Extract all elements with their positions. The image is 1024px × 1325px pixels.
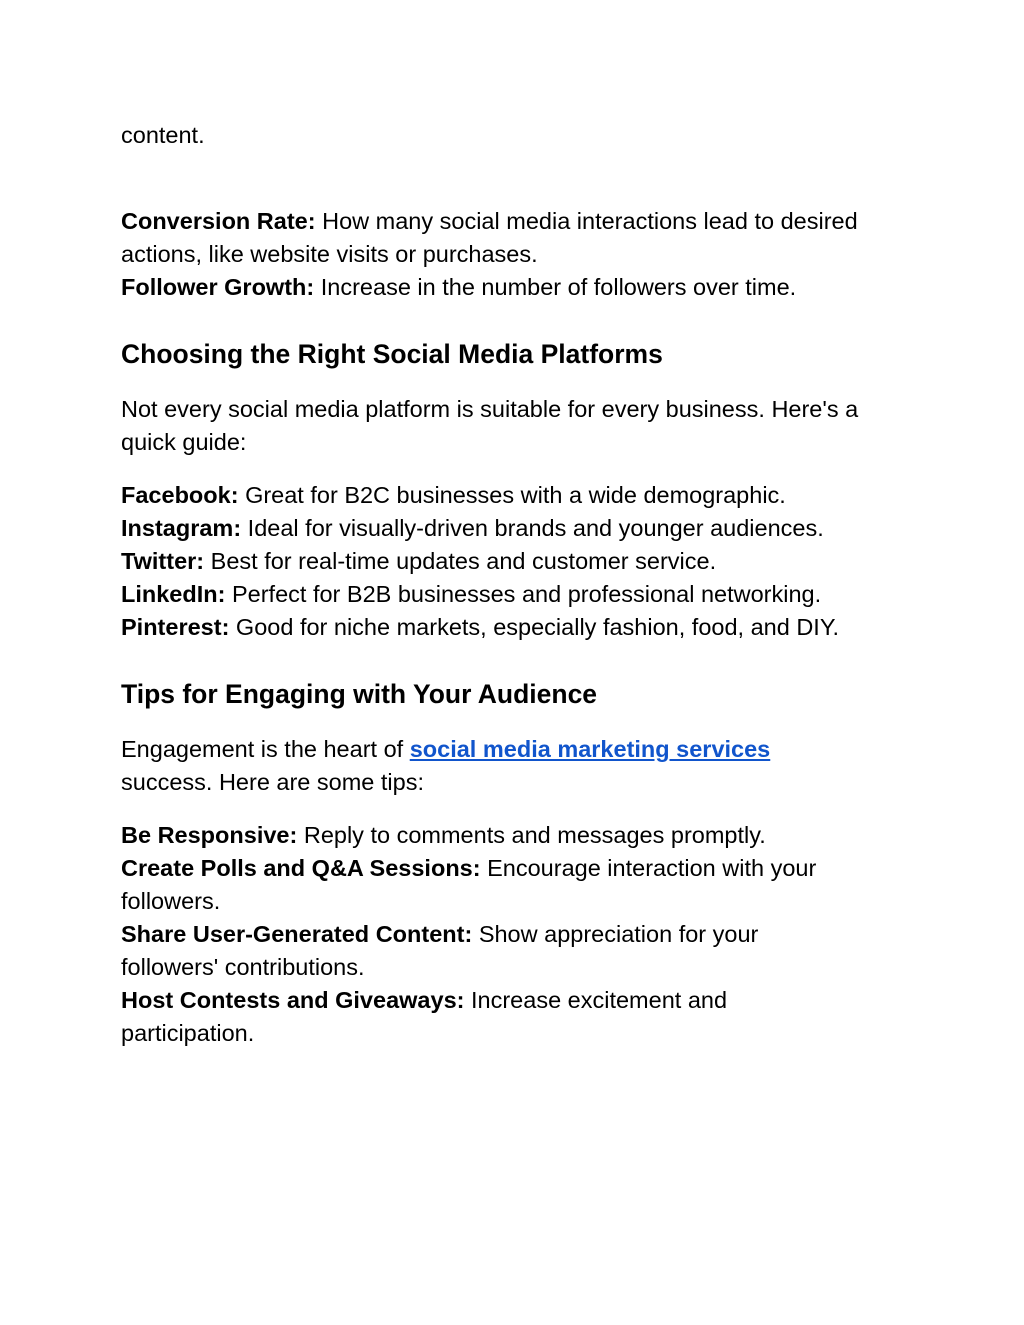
marketing-services-link[interactable]: social media marketing services: [409, 736, 771, 762]
intro-fragment: content.: [121, 122, 205, 148]
platforms-heading: Choosing the Right Social Media Platforms: [121, 339, 663, 369]
metric-term: Follower Growth:: [121, 274, 315, 300]
platform-item: [121, 479, 839, 512]
platform-term: Pinterest:: [121, 614, 230, 640]
tips-list: [121, 819, 881, 1050]
platforms-list: [121, 479, 839, 644]
platform-term: Twitter:: [121, 548, 205, 574]
tip-term: Be Responsive:: [121, 822, 298, 848]
tips-intro-before: Engagement is the heart of: [121, 736, 404, 762]
tips-heading: Tips for Engaging with Your Audience: [121, 679, 598, 709]
metric-item: [121, 205, 901, 271]
platform-item: [121, 512, 839, 545]
tips-intro-after: success. Here are some tips:: [121, 769, 424, 795]
tips-intro: [121, 733, 770, 799]
tip-item: [121, 984, 801, 1050]
platform-term: Facebook:: [121, 482, 239, 508]
tip-term: Create Polls and Q&A Sessions:: [121, 855, 481, 881]
platform-desc: Great for B2C businesses with a wide demographic.: [245, 482, 786, 508]
metric-desc: Increase in the number of followers over time.: [320, 274, 797, 300]
platform-desc: Good for niche markets, especially fashion, food, and DIY.: [235, 614, 839, 640]
platform-item: [121, 578, 839, 611]
platform-item: [121, 611, 839, 644]
tip-item: [121, 852, 881, 918]
platform-desc: Ideal for visually-driven brands and younger audiences.: [247, 515, 824, 541]
tip-desc: Increase excitement and participation.: [121, 987, 728, 1046]
platform-term: LinkedIn:: [121, 581, 226, 607]
metric-term: Conversion Rate:: [121, 208, 316, 234]
tip-term: Share User-Generated Content:: [121, 921, 473, 947]
tip-desc: Show appreciation for your followers' contributions.: [121, 921, 759, 980]
tip-item: [121, 918, 821, 984]
metric-item: [121, 271, 901, 304]
platform-term: Instagram:: [121, 515, 242, 541]
tip-item: [121, 819, 881, 852]
platform-item: [121, 545, 839, 578]
metrics-list: [121, 205, 901, 304]
metric-desc: How many social media interactions lead to desired actions, like website visits or purchases.: [121, 208, 858, 267]
platforms-intro: Not every social media platform is suitable for every business. Here's a quick guide:: [121, 396, 859, 455]
tip-term: Host Contests and Giveaways:: [121, 987, 465, 1013]
tip-desc: Encourage interaction with your followers.: [121, 855, 817, 914]
platform-desc: Perfect for B2B businesses and professional networking.: [231, 581, 822, 607]
platform-desc: Best for real-time updates and customer service.: [210, 548, 717, 574]
tip-desc: Reply to comments and messages promptly.: [303, 822, 766, 848]
tips-intro-line: [121, 733, 770, 766]
